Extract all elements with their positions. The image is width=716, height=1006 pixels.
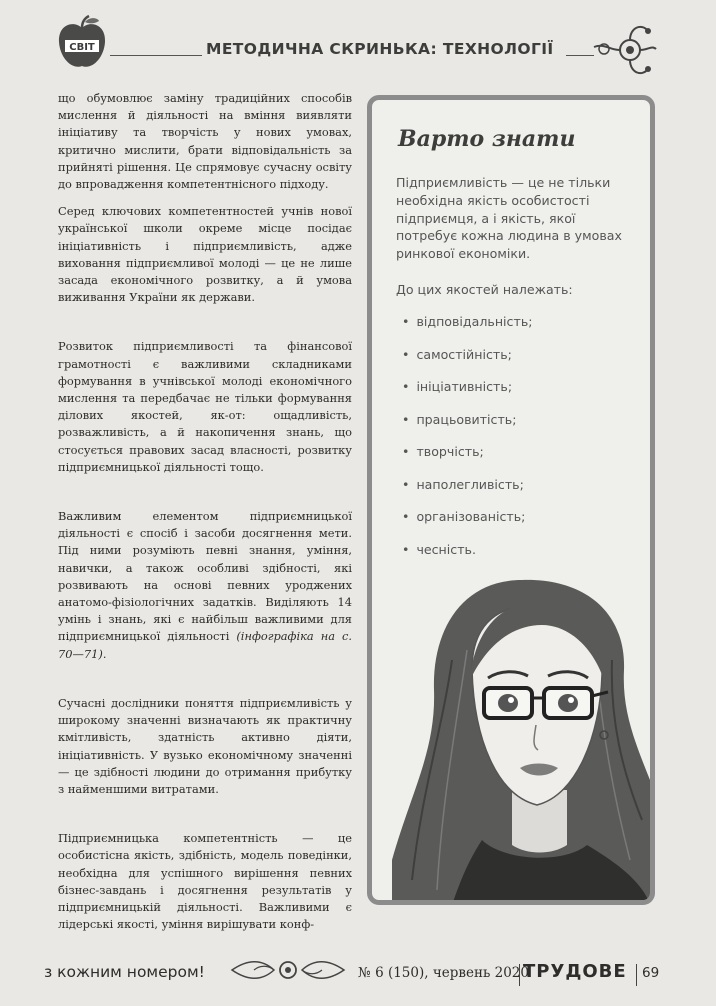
page-number: 69 (642, 965, 660, 981)
section-title: МЕТОДИЧНА СКРИНЬКА: ТЕХНОЛОГІЇ (206, 40, 554, 58)
logo-text: СВІТ (69, 42, 95, 53)
swirl-ornament-icon (590, 15, 660, 85)
info-box-lead: До цих якостей належать: (396, 282, 573, 297)
article-paragraph (58, 508, 352, 663)
magazine-brand: ТРУДОВЕ (523, 961, 627, 982)
header-rule-left (110, 55, 202, 56)
article-paragraph: Серед ключових компетентностей учнів нової української школи окреме місце посідає ініціативність і підприємливість, адже виховання підприємливої молоді — це не лише засада економічного розвитку, а й умова виживання України як держави. (58, 204, 352, 305)
infographic-reference: (інфографіка на с. 70—71). (58, 629, 353, 661)
footer-slogan: з кожним номером! (44, 963, 205, 981)
article-column (58, 90, 352, 933)
article-paragraph: Сучасні дослідники поняття підприємливість у широкому значенні визначають як практичну кмітливість, здатність активно діяти, ініціативність. У вузько економічному значенні — це здібності людини до отримання прибутку з найменшими витратами. (58, 695, 352, 796)
list-item: • чесність. (402, 542, 532, 575)
list-item: • працьовитість; (402, 412, 532, 445)
info-box-title: Варто знати (398, 126, 576, 152)
list-item: • наполегливість; (402, 477, 532, 510)
list-item: • організованість; (402, 509, 532, 542)
footer-swirl-ornament-icon (228, 955, 348, 985)
info-box-intro: Підприємливість — це не тільки необхідна якість особистості підприємця, а і якість, якої потребує кожна людина в умовах ринкової економіки. (396, 175, 622, 262)
apple-logo-icon (52, 14, 112, 72)
article-paragraph-text: Важливим елементом підприємницької діяльності є спосіб і засоби досягнення мети. Під ними розуміють певні знання, уміння, навички, а також особливі здібності, які розвивають на основі певних уроджених анатомо-фізіологічних задатків. Виділяють 14 умінь і знань, які є найбільш важливими для підприємницької діяльності (58, 509, 352, 644)
article-paragraph: Підприємницька компетентність — це особистісна якість, здібність, модель поведінки, необхідна для успішного вирішення певних бізнес-завдань і досягнення результатів у підприємницькій діяльності. Важливими є лідерські якості, уміння вирішувати конф- (58, 831, 352, 932)
issue-info: № 6 (150), червень 2020 (358, 965, 529, 981)
qualities-list (402, 314, 532, 574)
article-paragraph: що обумовлює заміну традиційних способів мислення й діяльності на вміння виявляти ініціативу та творчість у нових умовах, критично мислити, брати відповідальність за прийняті рішення. Це спрямовує сучасну освіту до впровадження компетентнісного підходу. (58, 91, 352, 192)
list-item: • відповідальність; (402, 314, 532, 347)
woman-with-glasses-illustration (372, 560, 650, 905)
list-item: • самостійність; (402, 347, 532, 380)
footer-divider (636, 964, 637, 986)
info-box (367, 95, 655, 905)
list-item: • ініціативність; (402, 379, 532, 412)
article-paragraph: Розвиток підприємливості та фінансової грамотності є важливими складниками формування в учнівської молоді економічного мислення та передбачає не тільки формування ділових якостей, як-от: ощадливість, розважливість, а й накопичення знань, що стосується правових засад власності, розвитку підприємницької діяльності тощо. (58, 339, 352, 474)
list-item: • творчість; (402, 444, 532, 477)
footer-divider (519, 964, 520, 986)
